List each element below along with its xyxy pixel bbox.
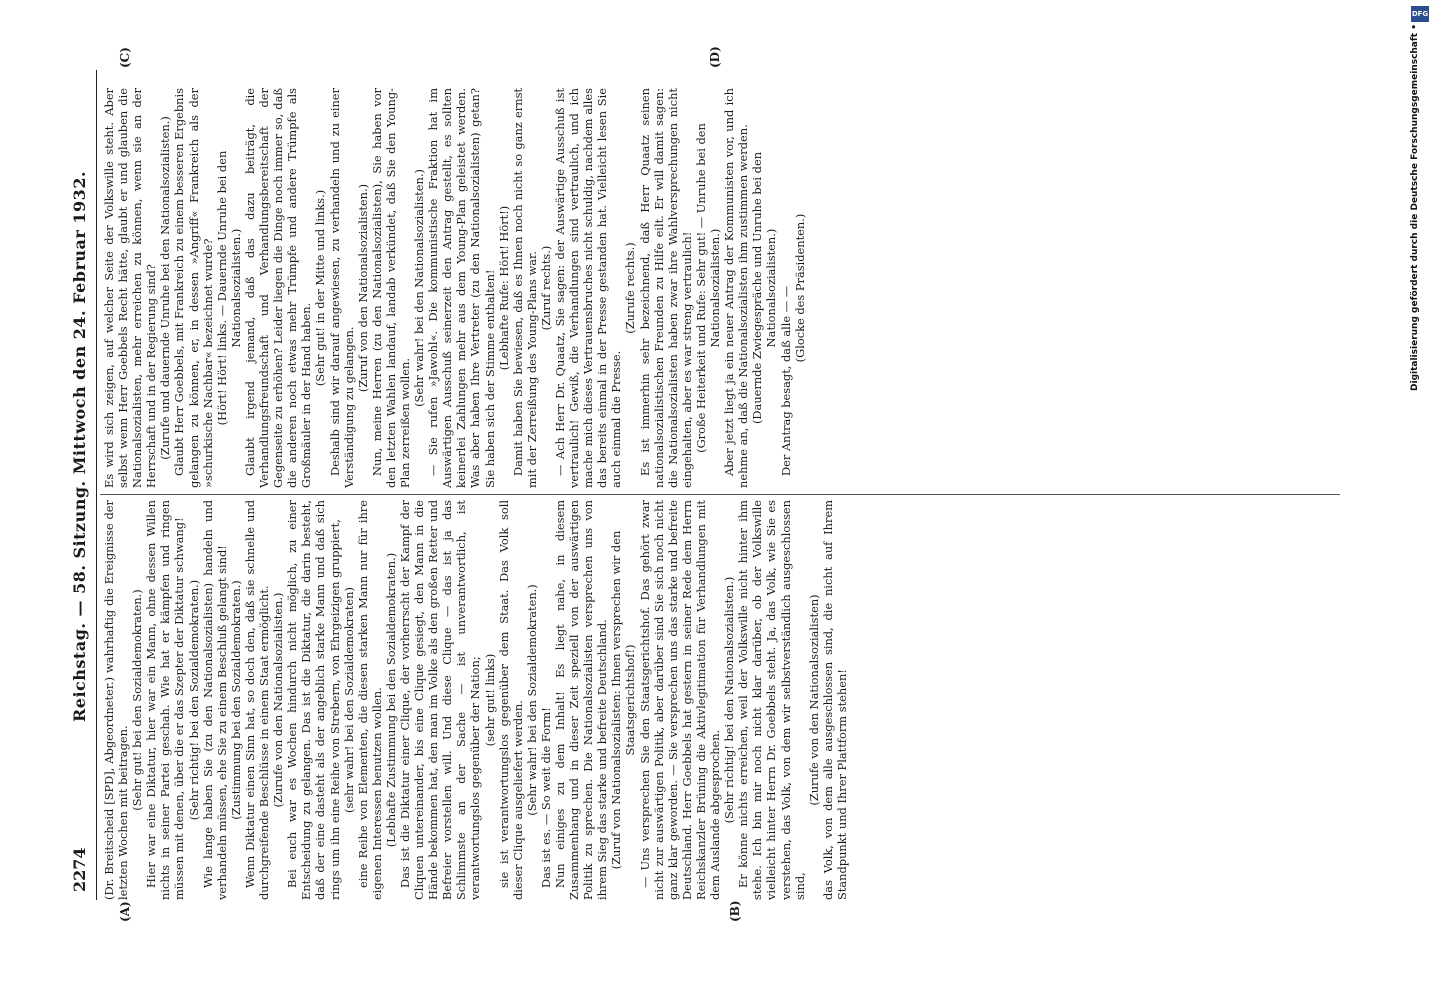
paragraph: eine Reihe von Elementen, die diesen starken Mann nur für ihre eigenen Interessen benutzen wollen. (355, 500, 384, 900)
paragraph: — Sie rufen »Jawohl«. Die kommunistische Fraktion hat im Auswärtigen Ausschuß seinerzeit den Antrag gestellt, es sollten keinerlei Zahlungen mehr aus dem Young-Plan geleistet werden. Was aber haben Ihre Vertreter (zu den Nationalsozialisten) getan? Sie haben sich der Stimme enthalten! (426, 88, 497, 488)
interjection: (sehr gut! links) (482, 653, 497, 747)
interjection: (Zuruf von Nationalsozialisten: Ihnen versprechen wir den Staatsgerichtshof!) (609, 530, 638, 870)
paragraph: Glaubt Herr Goebbels, mit Frankreich zu einem besseren Ergebnis gelangen zu können, er, in dessen »Angriff« Frankreich als der »schurkische Nachbar« bezeichnet wurde? (172, 88, 215, 488)
interjection: (Zurufe von den Nationalsozialisten) (806, 594, 821, 806)
right-column (102, 88, 807, 488)
page-header (70, 72, 94, 892)
paragraph: Nun, meine Herren (zu den Nationalsozialisten), Sie haben vor den letzten Wahlen landauf, landab verkündet, daß Sie den Young-Plan zerreißen wollen. (369, 88, 412, 488)
paragraph: Aber jetzt liegt ja ein neuer Antrag der Kommunisten vor, und ich nehme an, daß die Nationalsozialisten ihm zustimmen werden. (722, 88, 751, 488)
paragraph: Damit haben Sie bewiesen, daß es Ihnen noch nicht so ganz ernst mit der Zerreißung des Young-Plans war. (510, 88, 539, 488)
margin-marker-d: (D) (708, 46, 722, 68)
interjection: (Glocke des Präsidenten.) (792, 213, 807, 363)
paragraph: Bei euch war es Wochen hindurch nicht möglich, zu einer Entscheidung zu gelangen. Das ist die Diktatur, die darin besteht, daß der eine dasteht als der angeblich starke Mann und daß sich rings um ihn eine Reihe von Strebern, von Ehrgeizigen gruppiert, (285, 500, 342, 900)
paragraph: (Dr. Breitscheid [SPD], Abgeordneter.) wahrhaftig die Ereignisse der letzten Wochen mit beitragen. (102, 500, 131, 900)
margin-marker-a: (A) (118, 901, 132, 922)
interjection: (Zuruf von den Nationalsozialisten.) (355, 183, 370, 393)
interjection: (Dauernde Zwiegespräche und Unruhe bei den Nationalsozialisten.) (750, 151, 779, 425)
paragraph: Deshalb sind wir darauf angewiesen, zu verhandeln und zu einer Verständigung zu gelangen. (327, 88, 356, 488)
paragraph: sie ist verantwortungslos gegenüber dem Staat. Das Volk soll dieser Clique ausgeliefert werden. (496, 500, 525, 900)
interjection: (Zurufe von den Nationalsozialisten.) (271, 592, 286, 808)
interjection: (Große Heiterkeit und Rufe: Sehr gut! — Unruhe bei den Nationalsozialisten.) (693, 123, 723, 453)
paragraph: Glaubt irgend jemand, daß das dazu beiträgt, die Verhandlungsfreundschaft und Verhandlungsbereitschaft der Gegenseite zu erhöhen? Leider liegen die Dinge noch immer so, daß die anderen noch etwas mehr Trümpfe und andere Trümpfe als Großmäuler in der Hand haben. (242, 88, 314, 488)
paragraph: das Volk, von dem alle ausgeschlossen sind, die nicht auf Ihrem Standpunkt und Ihrer Plattform stehen! (820, 500, 849, 900)
interjection: (Sehr wahr! bei den Nationalsozialisten.) (412, 169, 427, 407)
interjection: (Hört! Hört! links. — Dauernde Unruhe bei den Nationalsozialisten.) (214, 150, 243, 426)
interjection: (Zurufe und dauernde Unruhe bei den Nationalsozialisten.) (158, 116, 173, 460)
interjection: (Zurufe rechts.) (623, 242, 638, 334)
interjection: (Sehr richtig! bei den Nationalsozialisten.) (722, 576, 737, 824)
interjection: (Sehr gut! in der Mitte und links.) (313, 189, 328, 387)
margin-marker-c: (C) (118, 47, 132, 68)
header-rule (96, 70, 97, 900)
paragraph: Er könne nichts erreichen, weil der Volkswille nicht hinter ihm stehe. Ich bin mir noch nicht klar darüber, ob der Volkswille vielleicht hinter Herrn Dr. Goebbels steht. Ja, das Volk, wie Sie es verstehen, das Volk, von dem wir selbstverständlich ausgeschlossen sind, (736, 500, 807, 900)
interjection: (Sehr wahr! bei den Sozialdemokraten.) (524, 584, 539, 816)
paragraph: Wie lange haben Sie (zu den Nationalsozialisten) handeln und verhandeln müssen, ehe Sie zu einem Beschluß gelangt sind! (200, 500, 229, 900)
paragraph: Es wird sich zeigen, auf welcher Seite der Volkswille steht. Aber selbst wenn Herr Goebbels Recht hätte, glaubt er und glauben die Nationalsozialisten, mehr erreichen zu können, wenn sie an der Herrschaft und in der Regierung sind? (102, 88, 159, 488)
interjection: (Lebhafte Zustimmung bei den Sozialdemokraten.) (383, 552, 398, 848)
page-number: 2274 (70, 847, 89, 892)
running-title: Reichstag. — 58. Sitzung. Mittwoch den 24. Februar 1932. (70, 170, 89, 722)
left-column (102, 500, 849, 900)
paragraph: Nun einiges zu dem Inhalt! Es liegt nahe, in diesem Zusammenhang und in dieser Zeit speziell von der auswärtigen Politik zu sprechen. Die Nationalsozialisten versprechen uns von ihrem Sieg das starke und befreite Deutschland. (553, 500, 610, 900)
paragraph: Der Antrag besagt, daß alle — — (778, 285, 793, 476)
paragraph: Das ist die Diktatur einer Clique, der vorherrscht der Kampf der Cliquen untereinander, bis eine Clique gesiegt, den Mann in die Hände bekommen hat, den man im Volke als den großen Retter und Befreier vorstellen will. Und diese Clique — das ist ja das Schlimmste an der Sache — ist unverantwortlich, ist verantwortungslos gegenüber der Nation; (397, 500, 483, 900)
interjection: (Sehr richtig! bei den Sozialdemokraten.) (186, 579, 201, 821)
column-divider (100, 494, 1340, 495)
interjection: (Sehr gut! bei den Sozialdemokraten.) (130, 589, 145, 811)
paragraph: — Ach Herr Dr. Quaatz, Sie sagen: der Auswärtige Ausschuß ist vertraulich! Gewiß, die Verhandlungen sind vertraulich, und ich mache mich dieses Vertrauensbruches nicht schuldig, nachdem alles das bereits einmal in der Presse gestanden hat. Vielleicht lesen Sie auch einmal die Presse. (553, 88, 624, 488)
interjection: (Lebhafte Rufe: Hört! Hört!) (496, 205, 511, 371)
interjection: (Zuruf rechts.) (538, 245, 553, 331)
digitization-credit (1410, 6, 1432, 394)
paragraph: Das ist es. — So weit die Form! (538, 707, 553, 888)
paragraph: Es ist immerhin sehr bezeichnend, daß Herr Quaatz seinen nationalsozialistischen Freunden zu Hilfe eilt. Er will damit sagen: die Nationalsozialisten haben zwar ihre Wahlversprechungen nicht eingehalten, aber es war streng vertraulich! (637, 88, 694, 488)
paragraph: Wenn Diktatur einen Sinn hat, so doch den, daß sie schnelle und durchgreifende Beschlüsse in einem Staat ermöglicht. (242, 500, 272, 900)
credit-text: Digitalisierung gefördert durch die Deutsche Forschungsgemeinschaft • (1410, 24, 1420, 391)
margin-marker-b: (B) (728, 900, 742, 922)
dfg-logo: DFG (1411, 6, 1429, 22)
paragraph: Hier war eine Diktatur, hier war ein Mann, ohne dessen Willen nichts in seiner Partei geschah. Wie hat er kämpfen und ringen müssen mit denen, über die er das Szepter der Diktatur schwang! (144, 500, 187, 900)
interjection: (sehr wahr! bei den Sozialdemokraten) (341, 587, 356, 813)
interjection: (Zustimmung bei den Sozialdemokraten.) (228, 580, 243, 820)
paragraph: — Uns versprechen Sie den Staatsgerichtshof. Das gehört zwar nicht zur auswärtigen Politik, aber darüber sind Sie sich noch nicht ganz klar geworden. — Sie versprechen uns das starke und befreite Deutschland. Herr Goebbels hat gestern in seiner Rede dem Herrn Reichskanzler Brüning die Aktivlegitimation für Verhandlungen mit dem Auslande abgesprochen. (637, 500, 723, 900)
